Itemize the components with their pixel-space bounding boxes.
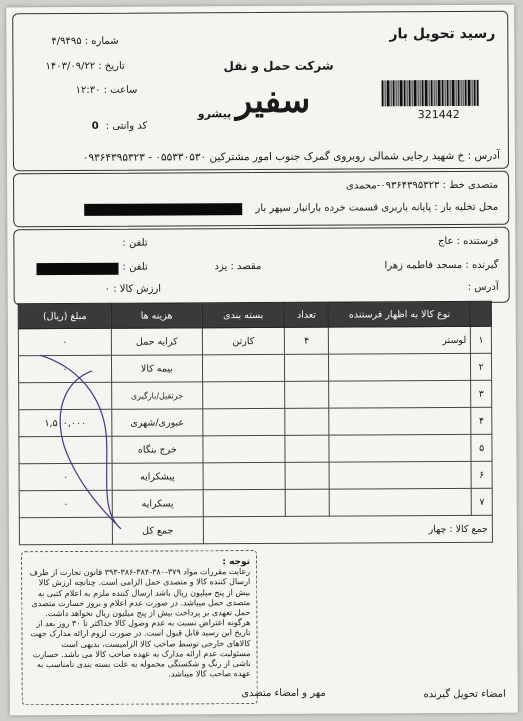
goods-packaging — [202, 354, 285, 381]
destination: مقصد : یزد — [214, 261, 262, 273]
goods-name — [329, 380, 471, 408]
terms-text — [28, 557, 251, 681]
goods-packaging — [203, 489, 286, 516]
receiver-signature-label: امضاء تحویل گیرنده — [423, 688, 506, 701]
cost-type: عبوری/شهری — [112, 409, 203, 436]
goods-name — [329, 488, 471, 516]
grand-total-value — [19, 517, 112, 544]
sender-phone: تلفن : — [122, 237, 148, 249]
brand-name: سفیر — [235, 80, 311, 122]
cost-type: پیشکرایه — [112, 463, 203, 490]
goods-table — [18, 301, 493, 545]
goods-name — [329, 434, 471, 462]
table-row — [19, 461, 492, 490]
redacted-phone — [36, 263, 118, 275]
table-footer-row — [19, 515, 492, 544]
receiver-phone: تلفن : — [122, 261, 148, 273]
time-label: ساعت : ۱۲:۳۰ — [75, 84, 138, 96]
table-header-row — [18, 301, 491, 328]
goods-total: جمع کالا : چهار — [203, 515, 492, 544]
goods-value: ارزش کالا : ۰ — [104, 283, 162, 295]
company-name: شرکت حمل و نقل — [223, 58, 334, 74]
header-section — [12, 11, 509, 172]
receipt-title: رسید تحویل بار — [389, 25, 496, 43]
goods-count — [285, 381, 329, 408]
cost-type: کرایه حمل — [111, 328, 202, 355]
cost-amount: ۰ — [18, 328, 111, 355]
address: آدرس : — [467, 281, 499, 293]
goods-count — [285, 408, 329, 435]
cost-amount: ۱,۵۰۰,۰۰۰ — [19, 409, 112, 436]
barcode — [382, 80, 492, 107]
parties-section — [13, 227, 509, 306]
goods-name — [329, 461, 471, 489]
header-rownum — [471, 301, 492, 326]
table-row — [18, 326, 491, 355]
terms-body: رعایت مقررات مواد ۳۷۹-۳۸۰-۳۸۴-۳۸۶-۳۹۳ قانون تجارت از طرف ارسال کننده کالا و متصدی حمل الزامی است. چنانچه ارزش کالا بیش از پنج میلیون ریال باشد ارسال کننده ملزم به اعلام کتبی به متصدی حمل میباشد. در صورت عدم اعلام و بروز خسارت متصدی حمل تعهدی بر پرداخت بیش از پنج میلیون ریال نخواهد داشت. هرگونه اعتراض نسبت به عدم وصول کالا حداکثر تا ۳۰ روز بعد از تاریخ این رسید قابل قبول است. در صورت لزوم ارائه مدارک جهت کالاهای خارجی توسط صاحب کالا الزامیست، بدیهی است مسئولیت عدم ارائه مدارک به عهده صاحب کالا می باشد. خسارت ناشی از رنگ و شکستگی محموله به علت بسته بندی نامناسب به عهده صاحب کالا میباشد. — [29, 567, 251, 679]
goods-name — [329, 407, 471, 435]
terms-heading: توجه : — [222, 557, 251, 568]
number-label: شماره : ۴/۹۴۹۵ — [51, 35, 119, 48]
row-number: ۳ — [471, 380, 492, 407]
cost-amount: ۰ — [18, 355, 111, 382]
table-row — [19, 380, 492, 409]
waybill-receipt — [6, 5, 518, 716]
unload-place: محل تخلیه بار : پایانه باربری قسمت خرده بارانبار سپهر بار — [255, 201, 499, 215]
goods-count — [285, 489, 329, 516]
goods-count — [285, 435, 329, 462]
cost-amount: ۰ — [19, 490, 112, 517]
cost-amount: ۰ — [19, 463, 112, 490]
van-code-label: کد وانتی : — [105, 120, 148, 132]
goods-count: ۴ — [285, 327, 329, 354]
goods-count — [285, 462, 329, 489]
cost-type: خرج بنگاه — [112, 436, 203, 463]
route-section — [13, 171, 509, 228]
goods-name — [329, 353, 471, 381]
goods-count — [285, 354, 329, 381]
header-count: تعداد — [284, 302, 328, 327]
goods-packaging — [202, 408, 285, 435]
cost-type: جرثقیل/بارگیری — [112, 382, 203, 409]
header-packaging: بسته بندی — [202, 302, 285, 327]
header-cost-type: هزینه ها — [111, 303, 202, 328]
sender: فرستنده : عاج — [437, 235, 499, 248]
cost-type: بیمه کالا — [111, 355, 202, 382]
van-code-value: 0 — [91, 120, 99, 132]
receiver: گیرنده : مسجد فاطمه زهرا — [384, 259, 499, 272]
header-amount: مبلغ (ریال) — [18, 303, 111, 328]
brand-suffix: پیشرو — [197, 107, 232, 121]
table-row — [19, 434, 492, 463]
goods-packaging — [202, 381, 285, 408]
row-number: ۷ — [472, 488, 493, 515]
goods-packaging — [203, 462, 286, 489]
row-number: ۶ — [471, 461, 492, 488]
redacted-address — [84, 203, 242, 216]
goods-packaging — [203, 435, 286, 462]
company-address: آدرس : خ شهید رجایی شمالی روبروی گمرک جنوب امور مشترکین ۰۵۵۳۳۰۵۳۰ - ۰۹۳۶۴۳۹۵۳۲۳ — [82, 149, 500, 164]
row-number: ۲ — [471, 353, 492, 380]
grand-total-label: جمع کل — [112, 517, 203, 544]
table-row — [19, 488, 492, 517]
goods-packaging: کارتن — [202, 327, 285, 354]
table-row — [18, 353, 491, 382]
cost-amount: ۰ — [19, 436, 112, 463]
table-row — [19, 407, 492, 436]
cost-type: پسکرایه — [112, 490, 203, 517]
row-number: ۴ — [471, 407, 492, 434]
goods-name: لوستر — [329, 326, 471, 354]
row-number: ۵ — [471, 434, 492, 461]
cost-amount: ۰ — [19, 382, 112, 409]
header-goods-type: نوع کالا به اظهار فرستنده — [328, 301, 470, 327]
agent-signature-label: مهر و امضاء متصدی — [241, 687, 326, 700]
row-number: ۱ — [471, 326, 492, 353]
date-label: تاریخ : ۱۴۰۳/۰۹/۲۲ — [45, 60, 125, 73]
line-agent: متصدی خط : ۰۹۳۶۴۳۹۵۳۲۳-محمدی — [345, 179, 499, 192]
terms-box — [21, 550, 258, 705]
barcode-number: 321442 — [417, 107, 460, 122]
